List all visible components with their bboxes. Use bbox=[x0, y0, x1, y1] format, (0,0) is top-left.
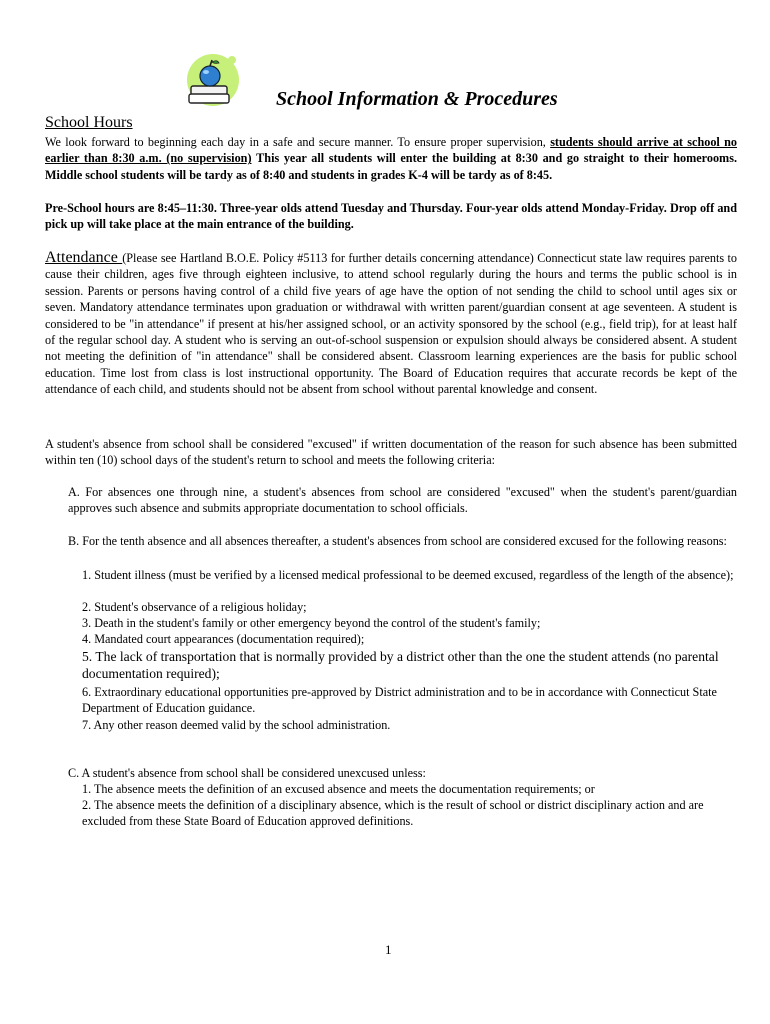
b-item-6: 6. Extraordinary educational opportunities pre-approved by District administration and to be in accordance with Connecticut State Department of Education guidance. bbox=[82, 685, 717, 715]
preschool-hours-paragraph bbox=[45, 200, 737, 233]
b-item-1: 1. Student illness (must be verified by a licensed medical professional to be deemed excused, regardless of the length of the absence); bbox=[82, 568, 734, 582]
b-item-4: 4. Mandated court appearances (documentation required); bbox=[82, 632, 365, 646]
school-hours-paragraph bbox=[45, 134, 737, 183]
apple-books-logo-icon bbox=[183, 52, 239, 110]
arrival-time-notice: students should arrive at school no earlier than 8:30 a.m. (no supervision) bbox=[45, 135, 738, 166]
page-title: School Information & Procedures bbox=[276, 88, 558, 110]
preschool-hours: Pre-School hours are 8:45–11:30. Three-year olds attend Tuesday and Thursday. Four-year olds attend Monday-Friday. Drop off and pick up will take place at the main entrance of the building. bbox=[45, 201, 737, 232]
section-c: C. A student's absence from school shall be considered unexcused unless: bbox=[68, 766, 426, 780]
c-item-2: 2. The absence meets the definition of a disciplinary absence, which is the result of school or district disciplinary action and are excluded from these State Board of Education approved definitions. bbox=[82, 798, 704, 828]
b-item-7: 7. Any other reason deemed valid by the school administration. bbox=[82, 718, 391, 732]
b-item-2: 2. Student's observance of a religious holiday; bbox=[82, 600, 307, 614]
entry-tardy-notice: This year all students will enter the building at 8:30 and go straight to their homerooms. Middle school students will be tardy as of 8:40 and students in grades K-4 will be tardy as of 8:45. bbox=[45, 151, 738, 182]
b-item-5: 5. The lack of transportation that is normally provided by a district other than the one the student attends (no parental documentation required); bbox=[82, 649, 719, 681]
excused-intro-paragraph: A student's absence from school shall be considered "excused" if written documentation of the reason for such absence has been submitted within ten (10) school days of the student's return to school and meets the following criteria: bbox=[45, 437, 737, 468]
c-item-1: 1. The absence meets the definition of an excused absence and meets the documentation requirements; or bbox=[82, 782, 595, 796]
school-hours-intro: We look forward to beginning each day in a safe and secure manner. To ensure proper supervision, bbox=[45, 135, 546, 149]
attendance-paragraph bbox=[45, 250, 737, 398]
attendance-heading: Attendance bbox=[45, 249, 123, 266]
attendance-body: Connecticut state law requires parents to cause their children, ages five through eighteen inclusive, to attend school regularly during the hours and terms the public school is in session. Parents or persons having control of a child five years of age have the option of not sending the child to school until ages six or seven. Mandatory attendance terminates upon graduation or withdrawal with written parent/guardian consent at age seventeen. A student is considered to be "in attendance" if present at his/her assigned school, or an activity sponsored by the school (e.g., field trip), for at least half of the regular school day. A student who is serving an out-of-school suspension or expulsion should always be considered absent. A student not meeting the definition of "in attendance" shall be considered absent. Classroom learning experiences are the basis for public school education. Time lost from class is lost instructional opportunity. The Board of Education requires that accurate records be kept of the attendance of each child, and students should not be absent from school without parental knowledge and consent. bbox=[45, 251, 738, 397]
school-hours-heading: School Hours bbox=[45, 114, 133, 131]
page-number: 1 bbox=[385, 942, 392, 957]
attendance-policy-note: (Please see Hartland B.O.E. Policy #5113 for further details concerning attendance) bbox=[122, 251, 534, 265]
section-a: A. For absences one through nine, a student's absences from school are considered "excused" when the student's parent/guardian approves such absence and submits appropriate documentation to school officials. bbox=[68, 485, 737, 515]
b-item-3: 3. Death in the student's family or other emergency beyond the control of the student's family; bbox=[82, 616, 541, 630]
section-b: B. For the tenth absence and all absences thereafter, a student's absences from school are considered excused for the following reasons: bbox=[68, 534, 727, 548]
